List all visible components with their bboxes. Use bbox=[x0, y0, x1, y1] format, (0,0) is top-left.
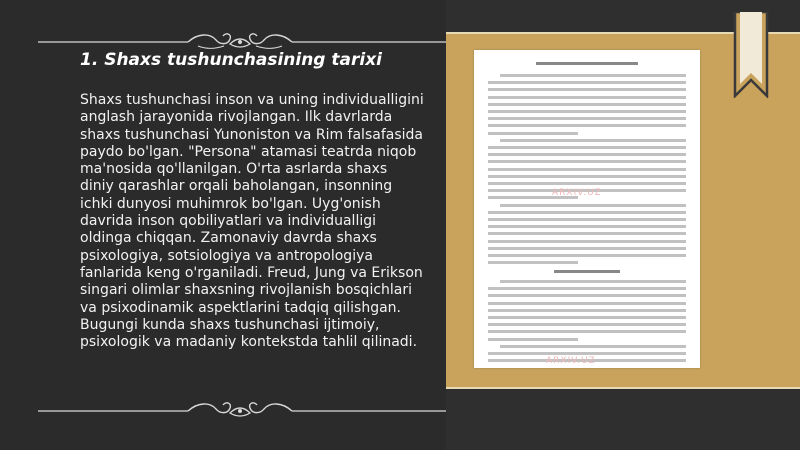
document-text-line bbox=[488, 309, 686, 312]
bottom-dark-strip bbox=[446, 389, 800, 450]
document-text-line bbox=[488, 103, 686, 106]
document-subheading-line bbox=[554, 270, 620, 273]
document-text-line bbox=[488, 168, 686, 171]
document-text-line bbox=[488, 146, 686, 149]
document-text-line bbox=[500, 204, 686, 207]
document-text-line bbox=[488, 81, 686, 84]
document-text-line bbox=[488, 302, 686, 305]
flourish-divider-icon bbox=[38, 400, 446, 422]
document-text-line bbox=[488, 225, 686, 228]
document-text-line bbox=[488, 175, 686, 178]
slide-title: 1. Shaxs tushunchasining tarixi bbox=[80, 50, 382, 70]
document-text-line bbox=[488, 124, 686, 127]
document-text-line bbox=[488, 330, 686, 333]
document-text-line bbox=[488, 316, 686, 319]
bookmark-ribbon-icon bbox=[732, 12, 770, 98]
document-text-line bbox=[488, 182, 686, 185]
watermark-text: ARXIV.UZ bbox=[552, 188, 602, 198]
slide-body-text: Shaxs tushunchasi inson va uning individualligini anglash jarayonida rivojlangan. Ilk davrlarda shaxs tushunchasi Yunoniston va Rim falsafasida paydo bo'lgan. "Persona" atamasi teatrda niqob ma'nosida qo'llanilgan. O'rta asrlarda shaxs diniy qarashlar orqali baholangan, insonning ichki dunyosi muhimrok bo'lgan. Uyg'onish davrida inson qobiliyatlari va individualligi oldinga chiqqan. Zamonaviy davrda shaxs psixologiya, sotsiologiya va antropologiya fanlarida keng o'rganiladi. Freud, Jung va Erikson singari olimlar shaxsning rivojlanish bosqichlari va psixodinamik aspektlarini tadqiq qilishgan. Bugungi kunda shaxs tushunchasi ijtimoiy, psixologik va madaniy kontekstda tahlil qilinadi. bbox=[80, 92, 424, 351]
document-text-line bbox=[488, 261, 578, 264]
document-text-line bbox=[488, 247, 686, 250]
document-text-line bbox=[488, 160, 686, 163]
document-heading-line bbox=[536, 62, 638, 65]
document-text-line bbox=[500, 139, 686, 142]
document-text-line bbox=[488, 96, 686, 99]
document-text-line bbox=[488, 294, 686, 297]
document-text-line bbox=[488, 254, 686, 257]
document-preview-image bbox=[474, 50, 700, 368]
document-text-line bbox=[488, 132, 578, 135]
document-text-line bbox=[488, 240, 686, 243]
document-text-line bbox=[488, 211, 686, 214]
watermark-text: ARXIV.UZ bbox=[546, 356, 596, 366]
document-text-line bbox=[500, 345, 686, 348]
document-text-line bbox=[488, 110, 686, 113]
document-text-line bbox=[488, 117, 686, 120]
document-text-line bbox=[488, 338, 578, 341]
document-text-line bbox=[488, 153, 686, 156]
document-text-line bbox=[500, 280, 686, 283]
document-text-line bbox=[488, 323, 686, 326]
document-text-line bbox=[488, 232, 686, 235]
document-text-line bbox=[488, 88, 686, 91]
document-text-line bbox=[500, 74, 686, 77]
document-text-line bbox=[488, 287, 686, 290]
document-text-line bbox=[488, 352, 686, 355]
document-text-line bbox=[488, 218, 686, 221]
flourish-divider-icon bbox=[38, 30, 446, 52]
